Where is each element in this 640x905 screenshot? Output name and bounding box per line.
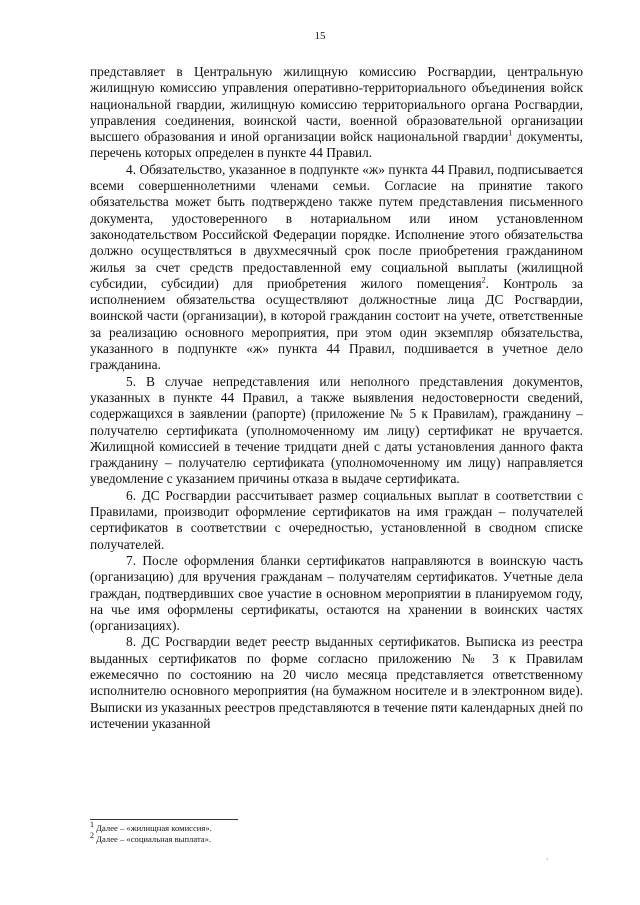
footnotes [90,820,583,845]
footnote-2 [90,831,583,845]
footnote-2-text: Далее – «социальная выплата». [94,834,212,844]
footnote-divider [90,819,238,820]
paragraph-intro-text: представляет в Центральную жилищную комиссию Росгвардии, центральную жилищную комиссию управления оперативно-территориального объединения войск национальной гвардии, жилищную комиссию территориального органа Росгвардии, управления соединения, воинской части, военной образовательной организации высшего образования и иной организации войск национальной гвардии [90,64,583,145]
footnote-2-number: 2 [90,831,94,841]
paragraph-4 [90,162,583,374]
document-body [90,64,583,732]
footnote-ref-2: 2 [481,275,486,285]
paragraph-8: 8. ДС Росгвардии ведет реестр выданных сертификатов. Выписка из реестра выданных сертификатов по форме согласно приложению № 3 к Правилам ежемесячно по состоянию на 20 число месяца представляется ответственному исполнителю основного мероприятия (на бумажном носителе и в электронном виде). Выписки из указанных реестров представляются в течение пяти календарных дней по истечении указанной [90,634,583,731]
paragraph-4-text-end: . Контроль за исполнением обязательства осуществляют должностные лица ДС Росгвардии, воинской части (организации), в которой гражданин состоит на учете, ответственные за реализацию основного мероприятия, при этом один экземпляр обязательства, указанного в подпункте «ж» пункта 44 Правил, подшивается в учетное дело гражданина. [90,275,583,373]
page-number: 15 [314,30,326,42]
paragraph-5: 5. В случае непредставления или неполного представления документов, указанных в пункте 44 Правил, а также выявления недостоверности сведений, содержащихся в заявлении (рапорте) (приложение № 5 к Правилам), гражданину – получателю сертификата (уполномоченному им лицу) сертификат не вручается. Жилищной комиссией в течение тридцати дней с даты установления данного факта гражданину – получателю сертификата (уполномоченному им лицу) направляется уведомление с указанием причины отказа в выдаче сертификата. [90,373,583,487]
paragraph-7: 7. После оформления бланки сертификатов направляются в воинскую часть (организацию) для вручения гражданам – получателям сертификатов. Учетные дела граждан, подтвердивших свое участие в основном мероприятии в планируемом году, на чье имя оформлены сертификаты, остаются на хранении в воинских частях (организациях). [90,552,583,634]
paragraph-intro-text-end: документы, перечень которых определен в пункте 44 Правил. [90,129,583,161]
footnote-ref-1: 1 [508,128,513,138]
footnote-1-text: Далее – «жилищная комиссия». [94,823,212,833]
corner-mark: · [546,855,549,864]
footnote-1-number: 1 [90,820,94,830]
paragraph-4-text: 4. Обязательство, указанное в подпункте «ж» пункта 44 Правил, подписывается всеми совершеннолетними членами семьи. Согласие на принятие такого обязательства может быть подтверждено также путем представления письменного документа, удостоверенного в нотариальном или ином установленном законодательством Российской Федерации порядке. Исполнение этого обязательства должно осуществляться в двухмесячный срок после приобретения гражданином жилья за счет средств предоставленной ему социальной выплаты (жилищной субсидии, субсидии) для приобретения жилого помещения [90,161,583,291]
footnote-1 [90,820,583,834]
paragraph-6: 6. ДС Росгвардии рассчитывает размер социальных выплат в соответствии с Правилами, производит оформление сертификатов на имя граждан – получателей сертификатов в соответствии с очередностью, установленной в сводном списке получателей. [90,487,583,552]
paragraph-intro [90,64,583,162]
